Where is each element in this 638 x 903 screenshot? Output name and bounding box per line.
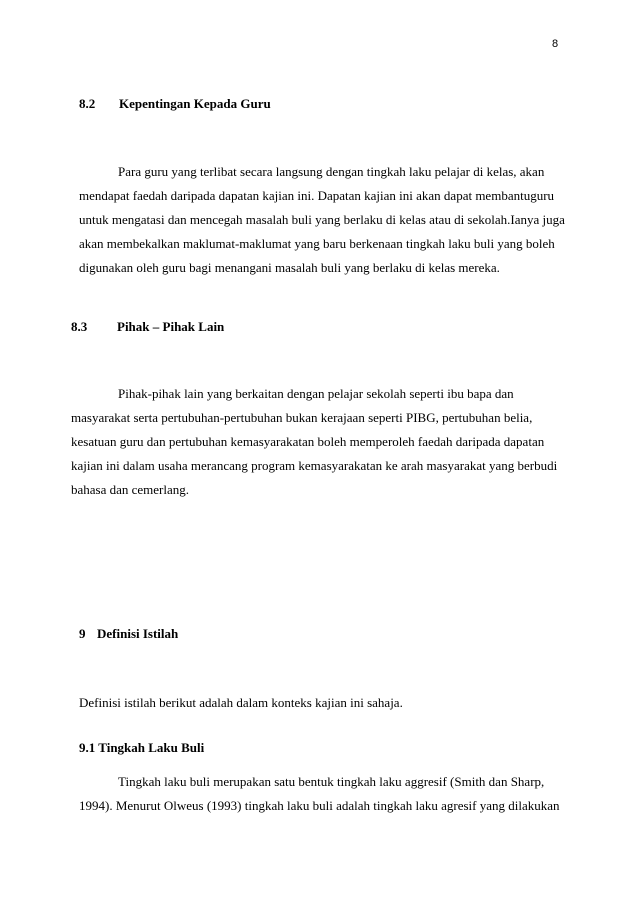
section-8-3-line-2: masyarakat serta pertubuhan-pertubuhan bukan kerajaan seperti PIBG, pertubuhan belia, [71, 410, 533, 425]
section-9-1-heading: 9.1 Tingkah Laku Buli [79, 740, 205, 755]
section-8-2-line-5: digunakan oleh guru bagi menangani masalah buli yang berlaku di kelas mereka. [79, 260, 500, 275]
section-8-2-heading: Kepentingan Kepada Guru [119, 96, 271, 111]
section-8-3-line-3: kesatuan guru dan pertubuhan kemasyarakatan boleh memperoleh faedah daripada dapatan [71, 434, 545, 449]
section-9-1-line-1: Tingkah laku buli merupakan satu bentuk tingkah laku aggresif (Smith dan Sharp, [118, 774, 545, 789]
section-8-2-line-1: Para guru yang terlibat secara langsung dengan tingkah laku pelajar di kelas, akan [118, 164, 545, 179]
section-8-2-line-3: untuk mengatasi dan mencegah masalah buli yang berlaku di kelas atau di sekolah.Ianya juga [79, 212, 565, 227]
section-8-3-line-1: Pihak-pihak lain yang berkaitan dengan pelajar sekolah seperti ibu bapa dan [118, 386, 514, 401]
section-8-2-line-4: akan membekalkan maklumat-maklumat yang baru berkenaan tingkah laku buli yang boleh [79, 236, 555, 251]
section-9-1-line-2: 1994). Menurut Olweus (1993) tingkah laku buli adalah tingkah laku agresif yang dilakukan [79, 798, 560, 813]
section-8-3-line-4: kajian ini dalam usaha merancang program kemasyarakatan ke arah masyarakat yang berbudi [71, 458, 558, 473]
section-8-2-number: 8.2 [79, 96, 96, 111]
section-8-3-heading: Pihak – Pihak Lain [117, 319, 225, 334]
section-8-3-number: 8.3 [71, 319, 88, 334]
page-number: 8 [552, 38, 559, 50]
section-9-intro: Definisi istilah berikut adalah dalam konteks kajian ini sahaja. [79, 695, 403, 710]
section-9-number: 9 [79, 626, 86, 641]
section-8-3-line-5: bahasa dan cemerlang. [71, 482, 190, 497]
section-8-2-line-2: mendapat faedah daripada dapatan kajian ini. Dapatan kajian ini akan dapat membantuguru [79, 188, 555, 203]
section-9-heading: Definisi Istilah [97, 626, 179, 641]
